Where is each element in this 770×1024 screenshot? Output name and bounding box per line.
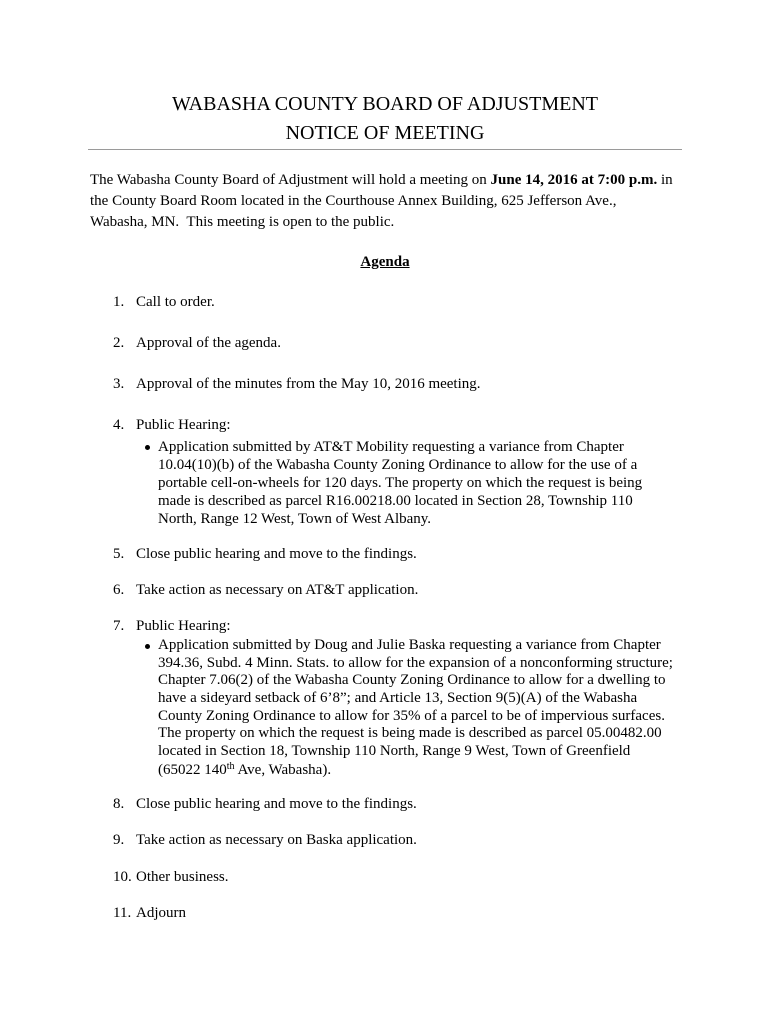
- agenda-item-10: [0, 868, 770, 886]
- agenda-item-4: [0, 416, 770, 434]
- item-number: 10.: [113, 869, 132, 885]
- agenda-heading: Agenda: [360, 254, 410, 270]
- item-number: 5.: [113, 546, 125, 562]
- detail-line: made is described as parcel R16.00218.00 located in Section 28, Township 110: [158, 493, 633, 509]
- notice-line: [90, 170, 673, 191]
- agenda-item-3: [0, 375, 770, 393]
- agenda-item-1: [0, 293, 770, 311]
- detail-line: Application submitted by AT&T Mobility requesting a variance from Chapter: [158, 439, 624, 455]
- item-text: Public Hearing:: [136, 417, 231, 433]
- item-text: Other business.: [136, 869, 229, 885]
- item-text: Take action as necessary on Baska application.: [136, 832, 417, 848]
- agenda-item-2: [0, 334, 770, 352]
- address-text-tail: Ave, Wabasha).: [234, 761, 332, 778]
- item-text: Approval of the agenda.: [136, 335, 281, 351]
- detail-line: County Zoning Ordinance to allow for 35% of a parcel to be of impervious surfaces.: [158, 707, 665, 724]
- bullet-icon: [145, 644, 150, 649]
- agenda-item-5: [0, 545, 770, 563]
- detail-line: 394.36, Subd. 4 Minn. Stats. to allow for the expansion of a nonconforming structure;: [158, 654, 673, 671]
- ordinal-suffix: th: [226, 760, 235, 772]
- item-number: 8.: [113, 796, 125, 812]
- meeting-datetime: June 14, 2016 at 7:00 p.m.: [490, 172, 658, 188]
- item-text: Adjourn: [136, 905, 186, 921]
- notice-tail-text: in: [657, 172, 673, 188]
- item-text: Call to order.: [136, 294, 215, 310]
- item-number: 9.: [113, 832, 125, 848]
- item-number: 6.: [113, 582, 125, 598]
- item-text: Close public hearing and move to the findings.: [136, 796, 417, 812]
- document-subtitle: NOTICE OF MEETING: [285, 122, 485, 144]
- title-divider: [88, 149, 682, 150]
- item-number: 7.: [113, 618, 125, 634]
- detail-line: 10.04(10)(b) of the Wabasha County Zoning Ordinance to allow for the use of a: [158, 457, 638, 473]
- detail-line: located in Section 18, Township 110 North, Range 9 West, Town of Greenfield: [158, 743, 631, 760]
- item-number: 1.: [113, 294, 125, 310]
- notice-lead-text: The Wabasha County Board of Adjustment will hold a meeting on: [90, 172, 491, 188]
- detail-line: have a sideyard setback of 6’8”; and Article 13, Section 9(5)(A) of the Wabasha: [158, 690, 638, 707]
- item-number: 2.: [113, 335, 125, 351]
- hearing-detail-att: [158, 438, 642, 528]
- meeting-notice-paragraph: [90, 170, 673, 233]
- bullet-icon: [145, 445, 150, 450]
- item-text: Approval of the minutes from the May 10, 2016 meeting.: [136, 376, 481, 392]
- notice-line: Wabasha, MN. This meeting is open to the public.: [90, 214, 395, 230]
- detail-line: Application submitted by Doug and Julie Baska requesting a variance from Chapter: [158, 637, 661, 653]
- item-number: 11.: [113, 905, 132, 921]
- address-text: (65022 140: [158, 761, 227, 778]
- hearing-detail-baska: [158, 637, 673, 780]
- document-title: WABASHA COUNTY BOARD OF ADJUSTMENT: [172, 93, 598, 115]
- item-text: Public Hearing:: [136, 618, 231, 634]
- detail-line: The property on which the request is being made is described as parcel 05.00482.00: [158, 725, 662, 742]
- detail-line: [158, 762, 673, 780]
- item-text: Take action as necessary on AT&T application.: [136, 582, 419, 598]
- agenda-item-11: [0, 904, 770, 922]
- notice-line: the County Board Room located in the Courthouse Annex Building, 625 Jefferson Ave.,: [90, 193, 617, 209]
- item-text: Close public hearing and move to the findings.: [136, 546, 417, 562]
- agenda-item-9: [0, 831, 770, 849]
- item-number: 3.: [113, 376, 125, 392]
- agenda-item-8: [0, 795, 770, 813]
- agenda-item-7: [0, 617, 770, 635]
- agenda-item-6: [0, 581, 770, 599]
- item-number: 4.: [113, 417, 125, 433]
- detail-line: Chapter 7.06(2) of the Wabasha County Zoning Ordinance to allow for a dwelling to: [158, 672, 666, 689]
- detail-line: North, Range 12 West, Town of West Albany.: [158, 511, 432, 527]
- detail-line: portable cell-on-wheels for 120 days. The property on which the request is being: [158, 475, 643, 491]
